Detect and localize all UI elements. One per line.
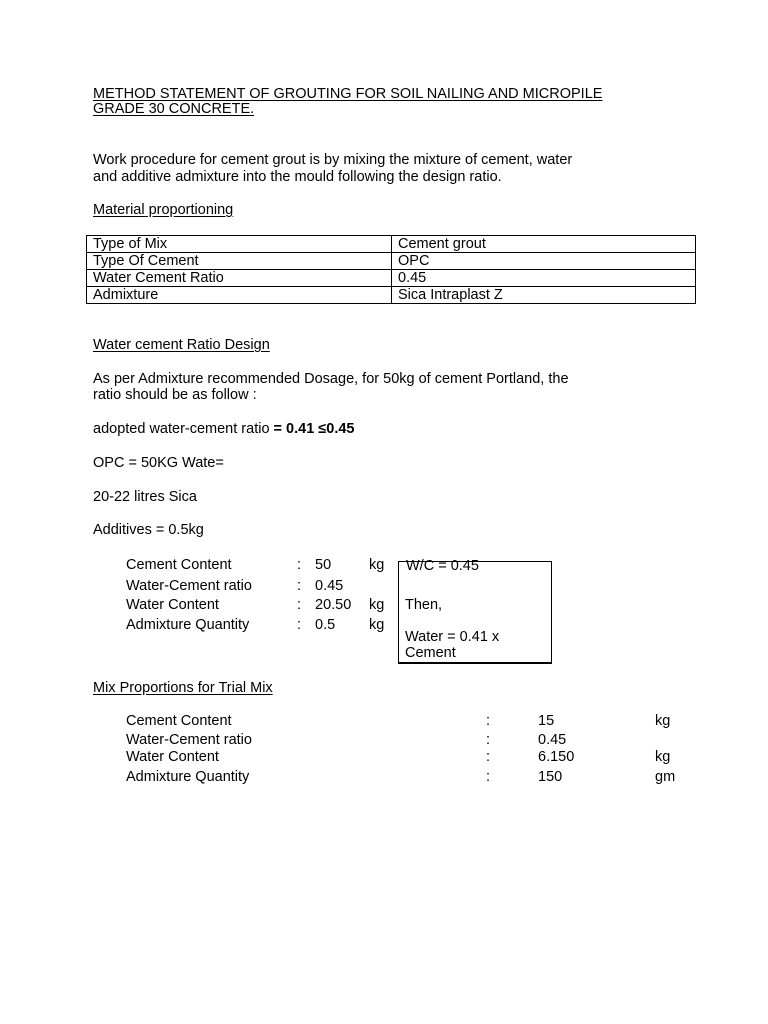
table-cell: Cement grout	[392, 236, 696, 253]
table-row	[87, 236, 696, 253]
row-unit: kg	[369, 597, 385, 613]
adopted-ratio-value: = 0.41 ≤0.45	[273, 421, 355, 437]
opc-line: OPC = 50KG Wate=	[93, 455, 224, 471]
table-row	[87, 287, 696, 304]
wc-note-line-1: W/C = 0.45	[406, 558, 479, 574]
row-value: 6.150	[538, 749, 575, 765]
document-title-line-2: GRADE 30 CONCRETE.	[93, 101, 255, 117]
row-unit: kg	[369, 617, 385, 633]
adopted-ratio-line	[93, 421, 354, 437]
row-value: 0.5	[315, 617, 336, 633]
row-label: Water-Cement ratio	[126, 732, 252, 748]
table-cell: 0.45	[392, 270, 696, 287]
row-label: Cement Content	[126, 713, 232, 729]
wc-note-line-3: Water = 0.41 x	[405, 629, 500, 645]
table-row	[87, 270, 696, 287]
adopted-ratio-label: adopted water-cement ratio	[93, 421, 274, 437]
table-cell: Water Cement Ratio	[87, 270, 392, 287]
row-value: 0.45	[315, 578, 344, 594]
row-colon: :	[486, 732, 491, 748]
wcr-paragraph-line-1: As per Admixture recommended Dosage, for 50kg of cement Portland, the	[93, 371, 569, 387]
wc-note-line-4: Cement	[405, 645, 456, 661]
row-value: 15	[538, 713, 555, 729]
row-label: Admixture Quantity	[126, 617, 250, 633]
table-cell: Sica Intraplast Z	[392, 287, 696, 304]
row-colon: :	[297, 578, 302, 594]
row-unit: kg	[369, 557, 385, 573]
wc-note-box	[398, 558, 552, 664]
table-cell: Type Of Cement	[87, 253, 392, 270]
material-table	[86, 235, 696, 304]
row-unit: kg	[655, 713, 671, 729]
table-row	[87, 253, 696, 270]
row-value: 20.50	[315, 597, 352, 613]
intro-line-1: Work procedure for cement grout is by mixing the mixture of cement, water	[93, 152, 573, 168]
document-title-line-1: METHOD STATEMENT OF GROUTING FOR SOIL NAILING AND MICROPILE	[93, 86, 603, 102]
wcr-heading: Water cement Ratio Design	[93, 337, 270, 353]
wc-note-line-2: Then,	[405, 597, 443, 613]
row-value: 0.45	[538, 732, 567, 748]
row-colon: :	[486, 769, 491, 785]
additives-line: Additives = 0.5kg	[93, 522, 204, 538]
row-label: Cement Content	[126, 557, 232, 573]
row-colon: :	[297, 617, 302, 633]
wcr-paragraph-line-2: ratio should be as follow :	[93, 387, 257, 403]
row-colon: :	[486, 713, 491, 729]
row-label: Water Content	[126, 749, 219, 765]
row-label: Water Content	[126, 597, 219, 613]
row-label: Water-Cement ratio	[126, 578, 252, 594]
row-value: 50	[315, 557, 332, 573]
row-unit: gm	[655, 769, 676, 785]
row-colon: :	[297, 557, 302, 573]
row-unit: kg	[655, 749, 671, 765]
trial-mix-heading: Mix Proportions for Trial Mix	[93, 680, 273, 696]
table-cell: OPC	[392, 253, 696, 270]
table-cell: Type of Mix	[87, 236, 392, 253]
row-colon: :	[297, 597, 302, 613]
table-cell: Admixture	[87, 287, 392, 304]
sica-line: 20-22 litres Sica	[93, 489, 197, 505]
row-label: Admixture Quantity	[126, 769, 250, 785]
intro-line-2: and additive admixture into the mould following the design ratio.	[93, 169, 502, 185]
row-colon: :	[486, 749, 491, 765]
material-heading: Material proportioning	[93, 202, 234, 218]
row-value: 150	[538, 769, 563, 785]
